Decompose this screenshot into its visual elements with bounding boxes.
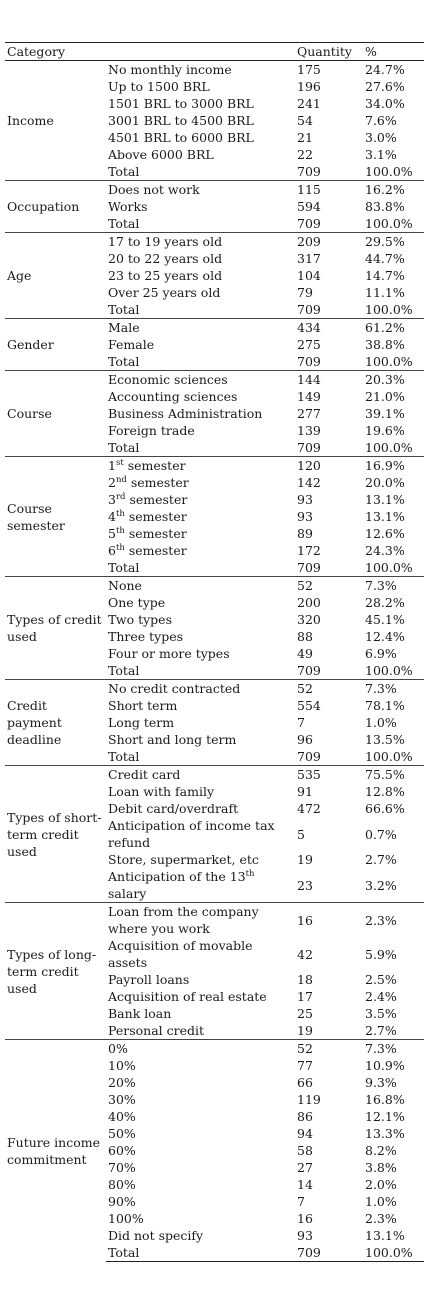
category-cell: Types of short-term credit used <box>5 766 106 903</box>
percent-cell: 12.8% <box>365 784 405 799</box>
label-suffix: semester <box>124 526 187 541</box>
percent-cell: 2.0% <box>365 1177 397 1192</box>
quantity-cell: 175 <box>295 61 363 79</box>
percent-cell: 2.5% <box>365 972 397 987</box>
quantity-cell: 93 <box>297 492 313 507</box>
quantity-cell: 42 <box>297 946 313 962</box>
percent-cell: 83.8% <box>365 199 405 214</box>
table-row <box>5 233 424 251</box>
table-row <box>5 319 424 337</box>
label-main: 2 <box>108 475 116 490</box>
percent-cell: 0.7% <box>365 826 397 842</box>
percent-cell: 12.6% <box>365 526 405 541</box>
quantity-cell: 52 <box>295 1040 363 1058</box>
table-row <box>5 371 424 389</box>
quantity-cell: 275 <box>297 337 321 352</box>
row-label: Total <box>108 560 140 575</box>
row-label: 100% <box>108 1211 144 1226</box>
percent-cell: 100.0% <box>365 560 413 575</box>
table-row <box>5 61 424 79</box>
row-label <box>106 457 295 475</box>
row-label: 30% <box>108 1092 136 1107</box>
quantity-cell: 554 <box>297 698 321 713</box>
quantity-cell: 709 <box>297 663 321 678</box>
label-suffix: semester <box>124 509 187 524</box>
row-label: Total <box>108 749 140 764</box>
row-label: Foreign trade <box>108 423 195 438</box>
percent-cell: 13.1% <box>365 492 405 507</box>
row-label: Long term <box>108 715 175 730</box>
table-row <box>5 181 424 199</box>
table-header-row <box>5 43 424 61</box>
quantity-cell: 209 <box>295 233 363 251</box>
label-suffix: semester <box>124 543 187 558</box>
percent-cell: 3.2% <box>365 877 397 893</box>
quantity-cell: 277 <box>297 406 321 421</box>
table-row <box>5 457 424 475</box>
data-table <box>5 42 424 1262</box>
percent-cell: 100.0% <box>365 749 413 764</box>
quantity-cell: 5 <box>297 826 305 842</box>
row-label: 0% <box>106 1040 295 1058</box>
table-row <box>5 766 424 784</box>
percent-cell: 100.0% <box>365 354 413 369</box>
percent-cell: 2.7% <box>365 852 397 867</box>
percent-cell: 16.9% <box>363 457 424 475</box>
percent-cell: 7.3% <box>363 1040 424 1058</box>
label-suffix: salary <box>108 886 147 901</box>
group-3 <box>5 319 424 371</box>
quantity-cell: 66 <box>297 1075 313 1090</box>
row-label: Over 25 years old <box>108 285 221 300</box>
percent-cell: 28.2% <box>365 595 405 610</box>
label-main: 4 <box>108 509 116 524</box>
percent-cell: 9.3% <box>365 1075 397 1090</box>
label-main: Anticipation of the 13 <box>108 869 246 884</box>
label-superscript: th <box>115 525 125 536</box>
quantity-cell: 88 <box>297 629 313 644</box>
label-suffix: semester <box>123 458 186 473</box>
quantity-cell: 18 <box>297 972 313 987</box>
quantity-cell: 115 <box>295 181 363 199</box>
row-label: Total <box>108 663 140 678</box>
quantity-cell: 709 <box>295 1244 363 1262</box>
quantity-cell: 93 <box>297 1228 313 1243</box>
category-cell: Credit payment deadline <box>5 680 106 766</box>
quantity-cell: 709 <box>297 560 321 575</box>
row-label: Acquisition of movable assets <box>108 938 253 970</box>
row-label: Loan with family <box>108 784 215 799</box>
row-label: 40% <box>108 1109 136 1124</box>
row-label <box>106 868 295 903</box>
row-label: Up to 1500 BRL <box>108 79 210 94</box>
row-label: Acquisition of real estate <box>108 989 267 1004</box>
quantity-cell: 25 <box>297 1006 313 1021</box>
row-label: 10% <box>108 1058 136 1073</box>
quantity-cell: 120 <box>295 457 363 475</box>
percent-cell: 44.7% <box>365 251 405 266</box>
row-label: Total <box>108 440 140 455</box>
percent-cell: 3.5% <box>365 1006 397 1021</box>
quantity-cell: 21 <box>297 130 313 145</box>
row-label: Bank loan <box>108 1006 172 1021</box>
percent-cell: 13.3% <box>365 1126 405 1141</box>
group-2 <box>5 233 424 319</box>
percent-cell: 11.1% <box>365 285 405 300</box>
row-label: None <box>106 577 295 595</box>
quantity-cell: 594 <box>297 199 321 214</box>
group-8 <box>5 766 424 903</box>
quantity-cell: 52 <box>295 680 363 698</box>
quantity-cell: 241 <box>297 96 321 111</box>
row-label: Anticipation of income tax refund <box>108 818 275 850</box>
row-label: Works <box>108 199 148 214</box>
quantity-cell: 149 <box>297 389 321 404</box>
row-label: Short term <box>108 698 178 713</box>
quantity-cell: 16 <box>295 903 363 938</box>
header-category: Category <box>5 43 295 61</box>
quantity-cell: 472 <box>297 801 321 816</box>
row-label: No monthly income <box>106 61 295 79</box>
row-label: 4501 BRL to 6000 BRL <box>108 130 254 145</box>
row-label: Total <box>108 302 140 317</box>
row-label: Total <box>106 1244 295 1262</box>
row-label: Personal credit <box>108 1023 205 1038</box>
row-label: Short and long term <box>108 732 237 747</box>
quantity-cell: 709 <box>297 440 321 455</box>
table-row <box>5 903 424 938</box>
percent-cell: 12.4% <box>365 629 405 644</box>
quantity-cell: 709 <box>297 749 321 764</box>
table-row <box>5 1040 424 1058</box>
category-cell: Future income commitment <box>5 1040 106 1262</box>
row-label: Female <box>108 337 155 352</box>
table-row <box>5 680 424 698</box>
row-label <box>106 542 295 559</box>
percent-cell: 66.6% <box>365 801 405 816</box>
percent-cell: 16.2% <box>363 181 424 199</box>
row-label: Male <box>106 319 295 337</box>
percent-cell: 1.0% <box>365 715 397 730</box>
quantity-cell: 93 <box>297 509 313 524</box>
quantity-cell: 19 <box>297 1023 313 1038</box>
quantity-cell: 49 <box>297 646 313 661</box>
percent-cell: 2.4% <box>365 989 397 1004</box>
quantity-cell: 119 <box>297 1092 321 1107</box>
quantity-cell: 23 <box>297 877 313 893</box>
quantity-cell: 94 <box>297 1126 313 1141</box>
percent-cell: 34.0% <box>365 96 405 111</box>
percent-cell: 14.7% <box>365 268 405 283</box>
row-label: 1501 BRL to 3000 BRL <box>108 96 254 111</box>
quantity-cell: 58 <box>297 1143 313 1158</box>
row-label: Above 6000 BRL <box>108 147 214 162</box>
row-label: 60% <box>108 1143 136 1158</box>
row-label: Did not specify <box>108 1228 204 1243</box>
percent-cell: 100.0% <box>365 440 413 455</box>
row-label <box>106 525 295 542</box>
label-superscript: th <box>115 542 125 553</box>
percent-cell: 19.6% <box>365 423 405 438</box>
quantity-cell: 79 <box>297 285 313 300</box>
percent-cell: 100.0% <box>365 164 413 179</box>
quantity-cell: 14 <box>297 1177 313 1192</box>
quantity-cell: 96 <box>297 732 313 747</box>
quantity-cell: 144 <box>295 371 363 389</box>
group-0 <box>5 61 424 181</box>
label-suffix: semester <box>126 475 189 490</box>
quantity-cell: 709 <box>297 164 321 179</box>
percent-cell: 7.6% <box>365 113 397 128</box>
row-label: Economic sciences <box>106 371 295 389</box>
row-label <box>106 508 295 525</box>
quantity-cell: 91 <box>297 784 313 799</box>
percent-cell: 12.1% <box>365 1109 405 1124</box>
percent-cell: 27.6% <box>365 79 405 94</box>
group-1 <box>5 181 424 233</box>
percent-cell: 39.1% <box>365 406 405 421</box>
category-cell: Age <box>5 233 106 319</box>
percent-cell: 29.5% <box>363 233 424 251</box>
quantity-cell: 17 <box>297 989 313 1004</box>
quantity-cell: 89 <box>297 526 313 541</box>
category-cell: Course semester <box>5 457 106 577</box>
row-label: Accounting sciences <box>108 389 238 404</box>
percent-cell: 13.1% <box>365 509 405 524</box>
row-label <box>106 474 295 491</box>
row-label: 20 to 22 years old <box>108 251 223 266</box>
category-cell: Types of credit used <box>5 577 106 680</box>
percent-cell: 24.7% <box>363 61 424 79</box>
row-label: Loan from the company where you work <box>106 903 295 938</box>
label-superscript: th <box>115 508 125 519</box>
quantity-cell: 142 <box>297 475 321 490</box>
percent-cell: 6.9% <box>365 646 397 661</box>
quantity-cell: 709 <box>297 216 321 231</box>
percent-cell: 3.1% <box>365 147 397 162</box>
quantity-cell: 709 <box>297 354 321 369</box>
category-cell: Course <box>5 371 106 457</box>
row-label: Business Administration <box>108 406 263 421</box>
row-label: Store, supermarket, etc <box>108 852 259 867</box>
group-6 <box>5 577 424 680</box>
category-cell: Occupation <box>5 181 106 233</box>
row-label: Three types <box>108 629 184 644</box>
percent-cell: 75.5% <box>363 766 424 784</box>
percent-cell: 100.0% <box>365 663 413 678</box>
percent-cell: 24.3% <box>365 543 405 558</box>
percent-cell: 7.3% <box>363 577 424 595</box>
quantity-cell: 317 <box>297 251 321 266</box>
row-label: 17 to 19 years old <box>106 233 295 251</box>
quantity-cell: 709 <box>297 302 321 317</box>
percent-cell: 5.9% <box>365 946 397 962</box>
group-10 <box>5 1040 424 1262</box>
percent-cell: 1.0% <box>365 1194 397 1209</box>
group-4 <box>5 371 424 457</box>
row-label: 80% <box>108 1177 136 1192</box>
percent-cell: 10.9% <box>365 1058 405 1073</box>
quantity-cell: 7 <box>297 715 305 730</box>
header-quantity: Quantity <box>295 43 363 61</box>
label-superscript: th <box>245 868 255 879</box>
row-label: Does not work <box>106 181 295 199</box>
label-main: 6 <box>108 543 116 558</box>
percent-cell: 78.1% <box>365 698 405 713</box>
row-label: Total <box>108 216 140 231</box>
header-percent: % <box>363 43 424 61</box>
quantity-cell: 22 <box>297 147 313 162</box>
row-label: 50% <box>108 1126 136 1141</box>
quantity-cell: 27 <box>297 1160 313 1175</box>
quantity-cell: 172 <box>297 543 321 558</box>
quantity-cell: 139 <box>297 423 321 438</box>
label-main: 1 <box>108 458 116 473</box>
quantity-cell: 86 <box>297 1109 313 1124</box>
row-label: Debit card/overdraft <box>108 801 239 816</box>
group-5 <box>5 457 424 577</box>
row-label: No credit contracted <box>106 680 295 698</box>
quantity-cell: 52 <box>295 577 363 595</box>
row-label: Total <box>108 354 140 369</box>
row-label: One type <box>108 595 166 610</box>
percent-cell: 3.8% <box>365 1160 397 1175</box>
label-superscript: rd <box>115 491 126 502</box>
percent-cell: 21.0% <box>365 389 405 404</box>
row-label: 20% <box>108 1075 136 1090</box>
row-label: Total <box>108 164 140 179</box>
quantity-cell: 54 <box>297 113 313 128</box>
label-suffix: semester <box>125 492 188 507</box>
row-label: Two types <box>108 612 172 627</box>
quantity-cell: 77 <box>297 1058 313 1073</box>
percent-cell: 2.7% <box>365 1023 397 1038</box>
percent-cell: 3.0% <box>365 130 397 145</box>
row-label: 3001 BRL to 4500 BRL <box>108 113 254 128</box>
category-cell: Types of long-term credit used <box>5 903 106 1040</box>
group-9 <box>5 903 424 1040</box>
row-label: Credit card <box>106 766 295 784</box>
percent-cell: 8.2% <box>365 1143 397 1158</box>
percent-cell: 100.0% <box>363 1244 424 1262</box>
percent-cell: 20.0% <box>365 475 405 490</box>
row-label <box>106 491 295 508</box>
percent-cell: 61.2% <box>363 319 424 337</box>
label-superscript: nd <box>115 474 127 485</box>
percent-cell: 100.0% <box>365 216 413 231</box>
percent-cell: 2.3% <box>365 1211 397 1226</box>
quantity-cell: 7 <box>297 1194 305 1209</box>
percent-cell: 7.3% <box>363 680 424 698</box>
quantity-cell: 104 <box>297 268 321 283</box>
row-label: 23 to 25 years old <box>108 268 223 283</box>
percent-cell: 13.1% <box>365 1228 405 1243</box>
quantity-cell: 16 <box>297 1211 313 1226</box>
quantity-cell: 434 <box>295 319 363 337</box>
label-main: 3 <box>108 492 116 507</box>
label-superscript: st <box>115 457 124 468</box>
row-label: 90% <box>108 1194 136 1209</box>
quantity-cell: 535 <box>295 766 363 784</box>
quantity-cell: 196 <box>297 79 321 94</box>
quantity-cell: 200 <box>297 595 321 610</box>
percent-cell: 45.1% <box>365 612 405 627</box>
quantity-cell: 320 <box>297 612 321 627</box>
row-label: Payroll loans <box>108 972 190 987</box>
quantity-cell: 19 <box>297 852 313 867</box>
percent-cell: 38.8% <box>365 337 405 352</box>
percent-cell: 2.3% <box>363 903 424 938</box>
percent-cell: 100.0% <box>365 302 413 317</box>
category-cell: Gender <box>5 319 106 371</box>
table-row <box>5 577 424 595</box>
percent-cell: 13.5% <box>365 732 405 747</box>
percent-cell: 16.8% <box>365 1092 405 1107</box>
percent-cell: 20.3% <box>363 371 424 389</box>
row-label: Four or more types <box>108 646 230 661</box>
category-cell: Income <box>5 61 106 181</box>
label-main: 5 <box>108 526 116 541</box>
row-label: 70% <box>108 1160 136 1175</box>
group-7 <box>5 680 424 766</box>
